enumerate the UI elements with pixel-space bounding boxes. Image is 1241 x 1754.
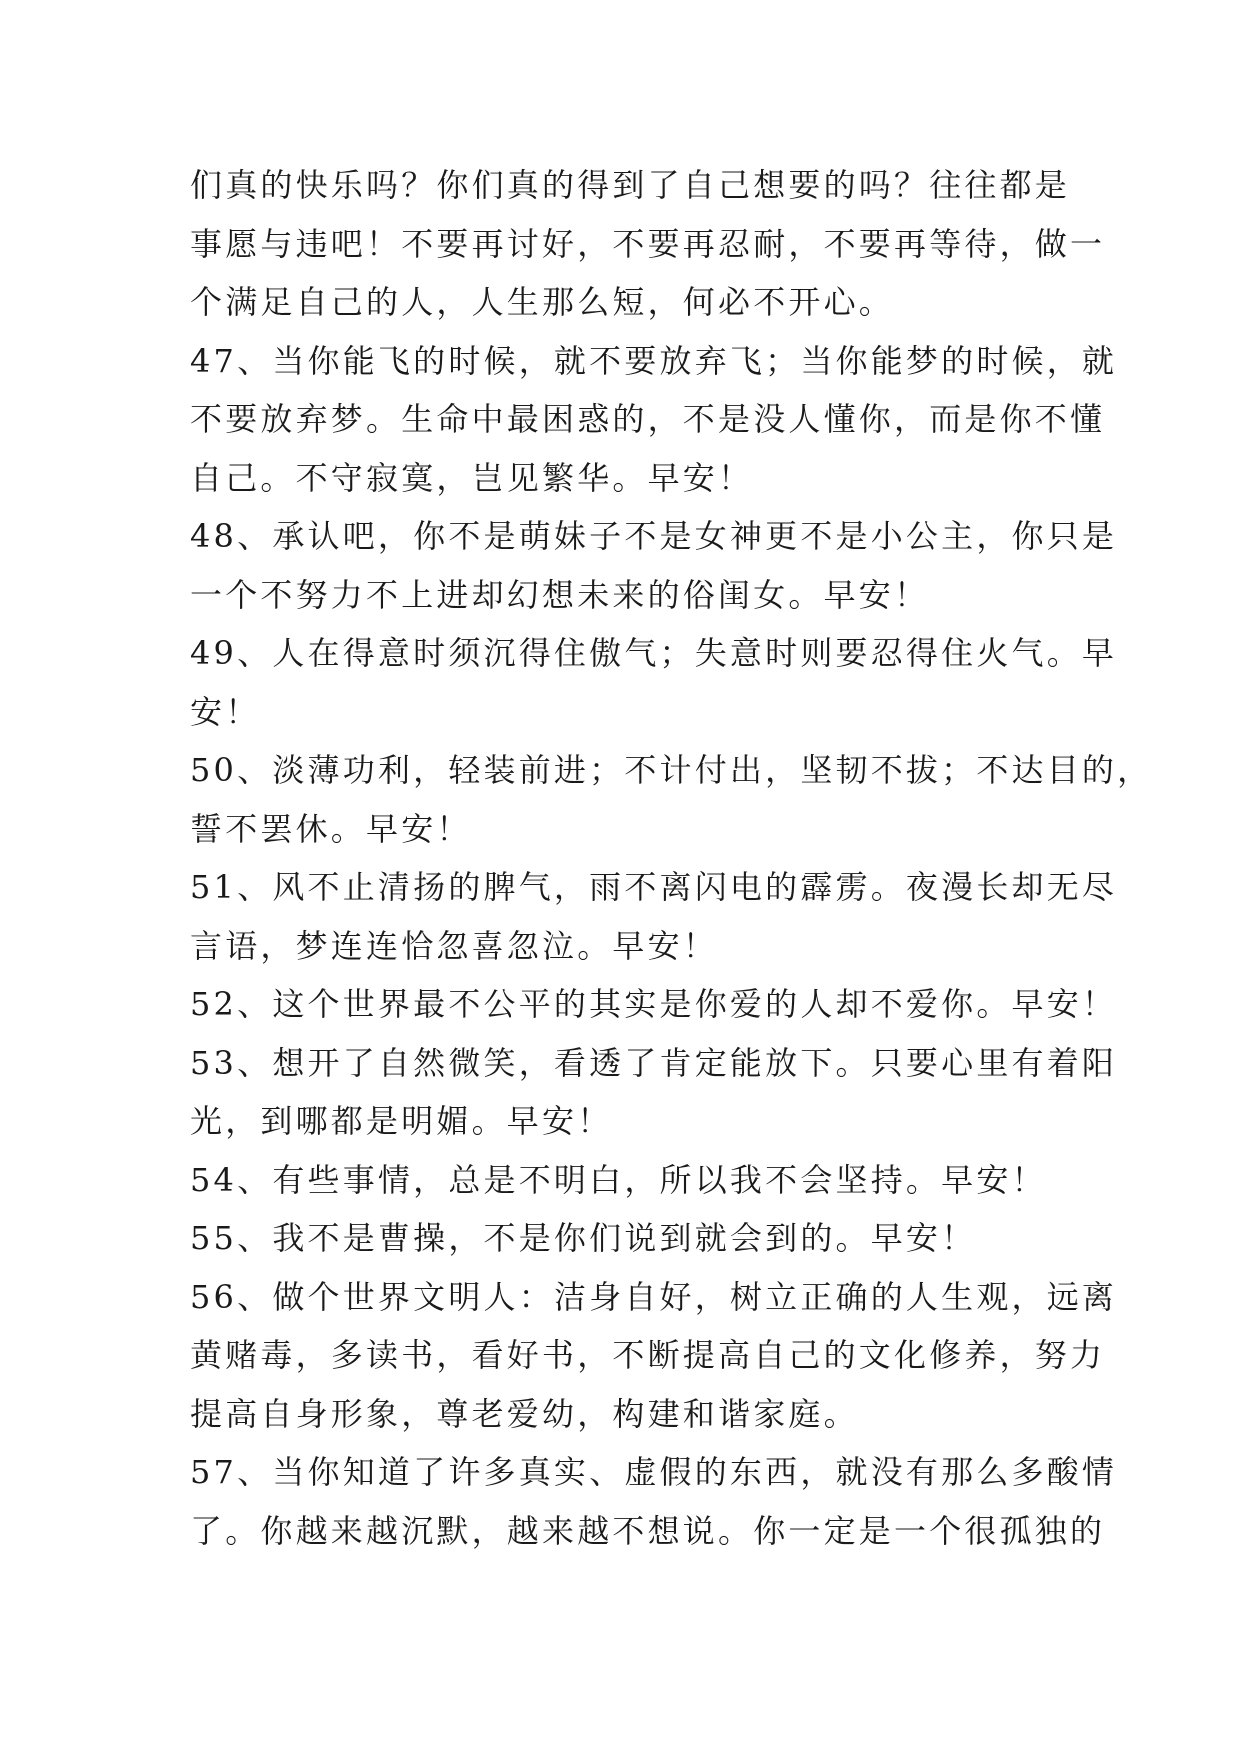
text-line: 53、想开了自然微笑，看透了肯定能放下。只要心里有着阳 [190,1043,1118,1082]
text-line: 言语，梦连连恰忽喜忽泣。早安！ [190,926,719,965]
text-line: 安！ [190,692,261,731]
text-line: 光，到哪都是明媚。早安！ [190,1102,613,1140]
text-line: 47、当你能飞的时候，就不要放弃飞；当你能梦的时候，就 [190,341,1118,380]
text-line: 51、风不止清扬的脾气，雨不离闪电的霹雳。夜漫长却无尽 [190,868,1118,906]
text-line: 52、这个世界最不公平的其实是你爱的人却不爱你。早安！ [190,985,1118,1023]
text-line: 56、做个世界文明人：洁身自好，树立正确的人生观，远离 [190,1277,1118,1316]
text-line: 48、承认吧，你不是萌妹子不是女神更不是小公主，你只是 [190,517,1118,555]
text-line: 自己。不守寂寞，岂见繁华。早安！ [190,458,754,497]
text-line: 们真的快乐吗？你们真的得到了自己想要的吗？往往都是 [190,166,1071,204]
text-line: 55、我不是曹操，不是你们说到就会到的。早安！ [190,1219,977,1257]
text-line: 提高自身形象，尊老爱幼，构建和谐家庭。 [190,1394,859,1433]
text-line: 57、当你知道了许多真实、虚假的东西，就没有那么多酸情 [190,1453,1118,1491]
body-text [190,156,1153,1560]
text-line: 誓不罢休。早安！ [190,809,472,848]
text-line: 50、淡薄功利，轻装前进；不计付出，坚韧不拔；不达目的， [190,751,1153,789]
text-line: 不要放弃梦。生命中最困惑的，不是没人懂你，而是你不懂 [190,400,1106,438]
text-line: 黄赌毒，多读书，看好书，不断提高自己的文化修养，努力 [190,1336,1106,1374]
text-line: 54、有些事情，总是不明白，所以我不会坚持。早安！ [190,1160,1047,1199]
text-line: 事愿与违吧！不要再讨好，不要再忍耐，不要再等待，做一 [190,224,1106,263]
text-line: 一个不努力不上进却幻想未来的俗闺女。早安！ [190,575,930,614]
text-line: 了。你越来越沉默，越来越不想说。你一定是一个很孤独的 [190,1511,1106,1550]
text-line: 49、人在得意时须沉得住傲气；失意时则要忍得住火气。早 [190,634,1118,672]
text-line: 个满足自己的人，人生那么短，何必不开心。 [190,283,895,321]
